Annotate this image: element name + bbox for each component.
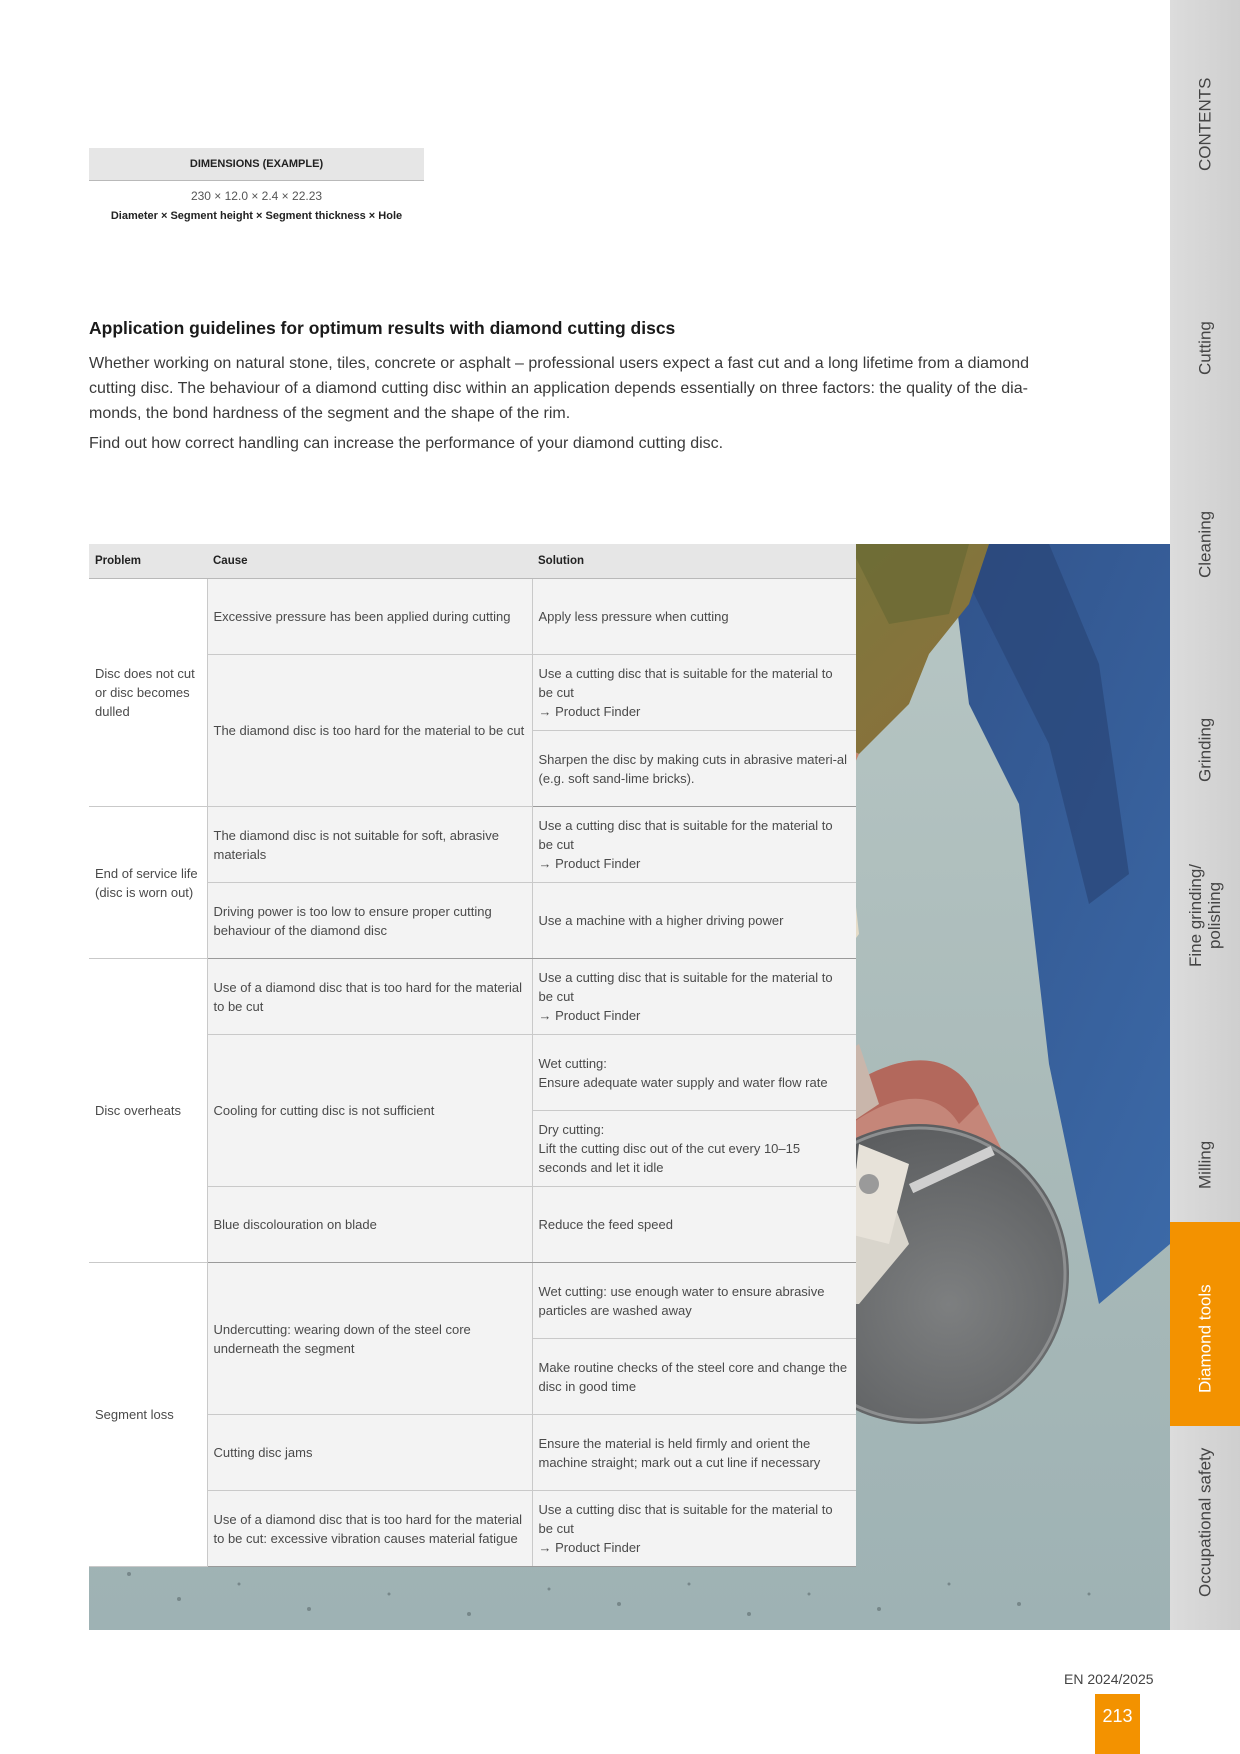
column-header-solution: Solution xyxy=(532,544,856,579)
problem-cell: Disc overheats xyxy=(89,959,207,1263)
dimensions-header: DIMENSIONS (EXAMPLE) xyxy=(89,148,424,181)
tab-label: Cleaning xyxy=(1195,510,1215,578)
column-header-cause: Cause xyxy=(207,544,532,579)
tab-label: Cutting xyxy=(1195,321,1215,375)
cause-cell: Use of a diamond disc that is too hard for the material to be cut xyxy=(207,959,532,1035)
cause-cell: Cutting disc jams xyxy=(207,1415,532,1491)
table-row xyxy=(89,579,856,655)
solution-cell: Wet cutting: use enough water to ensure abrasive particles are washed away xyxy=(532,1263,856,1339)
page-number: 213 xyxy=(1095,1694,1140,1754)
tab-cleaning[interactable] xyxy=(1170,408,1240,613)
solution-cell: Sharpen the disc by making cuts in abrasive materi-al (e.g. soft sand-lime bricks). xyxy=(532,731,856,807)
dimensions-value: 230 × 12.0 × 2.4 × 22.23 xyxy=(190,189,323,203)
intro-text xyxy=(89,351,1079,461)
cause-cell: The diamond disc is too hard for the material to be cut xyxy=(207,655,532,807)
cause-cell: Use of a diamond disc that is too hard for the material to be cut: excessive vibration causes material fatigue xyxy=(207,1491,532,1567)
tab-milling[interactable] xyxy=(1170,1019,1240,1224)
tab-fine-grinding-polishing[interactable] xyxy=(1170,815,1240,1021)
tab-label: Grinding xyxy=(1195,717,1215,782)
solution-cell xyxy=(532,1491,856,1567)
tab-cutting[interactable] xyxy=(1170,204,1240,410)
solution-text: Use a cutting disc that is suitable for the material to be cut xyxy=(538,1502,833,1536)
solution-label: Dry cutting: xyxy=(538,1122,605,1137)
cause-cell: Undercutting: wearing down of the steel core underneath the segment xyxy=(207,1263,532,1415)
solution-text: Use a cutting disc that is suitable for the material to be cut xyxy=(538,970,833,1004)
tab-contents[interactable] xyxy=(1170,0,1240,206)
tab-occupational-safety[interactable] xyxy=(1170,1426,1240,1632)
solution-cell: Apply less pressure when cutting xyxy=(532,579,856,655)
cause-cell: The diamond disc is not suitable for soft, abrasive materials xyxy=(207,807,532,883)
solution-text: Lift the cutting disc out of the cut every 10–15 seconds and let it idle xyxy=(538,1141,801,1175)
solution-label: Wet cutting: xyxy=(538,1055,607,1071)
table-header-row xyxy=(89,544,856,579)
intro-paragraph: Whether working on natural stone, tiles, concrete or asphalt – professional users expect a fast cut and a long lifetime from a diamond cutting disc. The behaviour of a diamond cutting disc within an application depends essentially on three factors: the quality of the dia-monds, the bond hardness of the segment and the shape of the rim. xyxy=(89,355,1030,422)
solution-cell: Make routine checks of the steel core and change the disc in good time xyxy=(532,1339,856,1415)
dimensions-box xyxy=(89,148,424,222)
table-row xyxy=(89,1263,856,1339)
solution-cell xyxy=(532,959,856,1035)
solution-cell: Use a machine with a higher driving power xyxy=(532,883,856,959)
tab-label: Diamond tools xyxy=(1195,1284,1215,1393)
column-header-problem: Problem xyxy=(89,544,207,579)
edition-label: EN 2024/2025 xyxy=(1064,1671,1154,1687)
tab-label-line: polishing xyxy=(1205,881,1224,950)
solution-text: Use a cutting disc that is suitable for the material to be cut xyxy=(538,818,833,852)
product-finder-link[interactable]: → Product Finder xyxy=(538,1540,641,1555)
tab-grinding[interactable] xyxy=(1170,611,1240,817)
tab-diamond-tools[interactable] xyxy=(1170,1222,1240,1428)
problem-cell: End of service life (disc is worn out) xyxy=(89,807,207,959)
solution-cell xyxy=(532,1111,856,1187)
table-row xyxy=(89,807,856,883)
cause-cell: Driving power is too low to ensure proper cutting behaviour of the diamond disc xyxy=(207,883,532,959)
tab-label-line: Fine grinding/ xyxy=(1186,863,1205,967)
cause-cell: Blue discolouration on blade xyxy=(207,1187,532,1263)
product-finder-link[interactable]: → Product Finder xyxy=(538,704,641,719)
guidelines-table xyxy=(89,544,856,1567)
tab-label xyxy=(1186,864,1224,967)
table-row xyxy=(89,959,856,1035)
tab-label: Milling xyxy=(1195,1140,1215,1189)
solution-cell xyxy=(532,655,856,731)
tab-label: Occupational safety xyxy=(1195,1447,1215,1597)
section-title: Application guidelines for optimum results with diamond cutting discs xyxy=(89,318,676,338)
solution-text: Ensure adequate water supply and water flow rate xyxy=(538,1074,828,1090)
tab-label: CONTENTS xyxy=(1195,77,1215,171)
problem-cell: Disc does not cut or disc becomes dulled xyxy=(89,579,207,807)
solution-cell xyxy=(532,1035,856,1111)
cause-cell: Cooling for cutting disc is not sufficient xyxy=(207,1035,532,1187)
product-finder-link[interactable]: → Product Finder xyxy=(538,856,641,871)
cause-cell: Excessive pressure has been applied during cutting xyxy=(207,579,532,655)
intro-paragraph: Find out how correct handling can increase the performance of your diamond cutting disc. xyxy=(89,435,724,452)
solution-text: Use a cutting disc that is suitable for the material to be cut xyxy=(538,666,833,700)
dimensions-legend: Diameter × Segment height × Segment thickness × Hole xyxy=(110,210,403,222)
solution-cell xyxy=(532,807,856,883)
problem-cell: Segment loss xyxy=(89,1263,207,1567)
solution-cell: Ensure the material is held firmly and orient the machine straight; mark out a cut line if necessary xyxy=(532,1415,856,1491)
solution-cell: Reduce the feed speed xyxy=(532,1187,856,1263)
product-finder-link[interactable]: → Product Finder xyxy=(538,1008,641,1023)
